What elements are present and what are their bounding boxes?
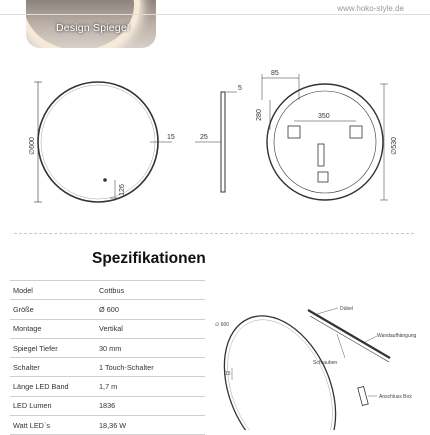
dim-switch-offset: 126 bbox=[119, 184, 126, 196]
label-anschluss-box: Anschluss Box bbox=[379, 394, 412, 400]
front-view bbox=[34, 82, 172, 202]
dim-height-offset: 280 bbox=[256, 109, 263, 121]
dim-back-diameter: ∅530 bbox=[391, 137, 398, 155]
connector-box bbox=[318, 172, 328, 182]
dim-side-gap: 25 bbox=[200, 134, 208, 141]
table-row: Länge LED Band 1,7 m bbox=[10, 377, 205, 396]
label-wandaufhangung: Wandaufhängung bbox=[377, 333, 417, 339]
dim-center-distance: 350 bbox=[318, 113, 330, 120]
bracket-left bbox=[288, 126, 300, 138]
bracket-right bbox=[350, 126, 362, 138]
spec-table bbox=[10, 280, 205, 435]
dim-side-depth: 5 bbox=[238, 85, 242, 92]
exploded-diameter: ∅ 600 bbox=[215, 322, 230, 328]
technical-drawing bbox=[0, 60, 430, 220]
label-schrauben: Schrauben bbox=[313, 360, 338, 366]
dim-bracket-width: 85 bbox=[271, 70, 279, 77]
back-view bbox=[262, 74, 388, 200]
product-thumbnail bbox=[26, 0, 156, 48]
exploded-view bbox=[205, 300, 430, 430]
dim-front-diameter: ∅600 bbox=[29, 137, 36, 155]
table-row: LED Lumen 1836 bbox=[10, 396, 205, 415]
table-row: Model Cottbus bbox=[10, 281, 205, 300]
label-dubel: Dübel bbox=[340, 306, 354, 312]
table-row: Schalter 1 Touch-Schalter bbox=[10, 358, 205, 377]
table-row: Spiegel Tiefer 30 mm bbox=[10, 338, 205, 357]
header-divider bbox=[0, 14, 430, 15]
thumbnail-caption: Design Spiegel bbox=[56, 22, 130, 34]
website-url: www.hoko-style.de bbox=[337, 4, 404, 13]
driver-box bbox=[318, 144, 324, 166]
table-row: Montage Vertikal bbox=[10, 319, 205, 338]
section-divider bbox=[14, 233, 414, 234]
side-view bbox=[195, 92, 237, 192]
connector-box-icon bbox=[358, 387, 368, 406]
table-row: Größe Ø 600 bbox=[10, 300, 205, 319]
dim-frame-width: 15 bbox=[167, 134, 175, 141]
table-row: Watt LED`s 18,36 W bbox=[10, 416, 205, 435]
spec-title: Spezifikationen bbox=[92, 250, 206, 267]
touch-switch-icon bbox=[103, 178, 107, 182]
exploded-small-dim: 15 bbox=[225, 371, 231, 377]
